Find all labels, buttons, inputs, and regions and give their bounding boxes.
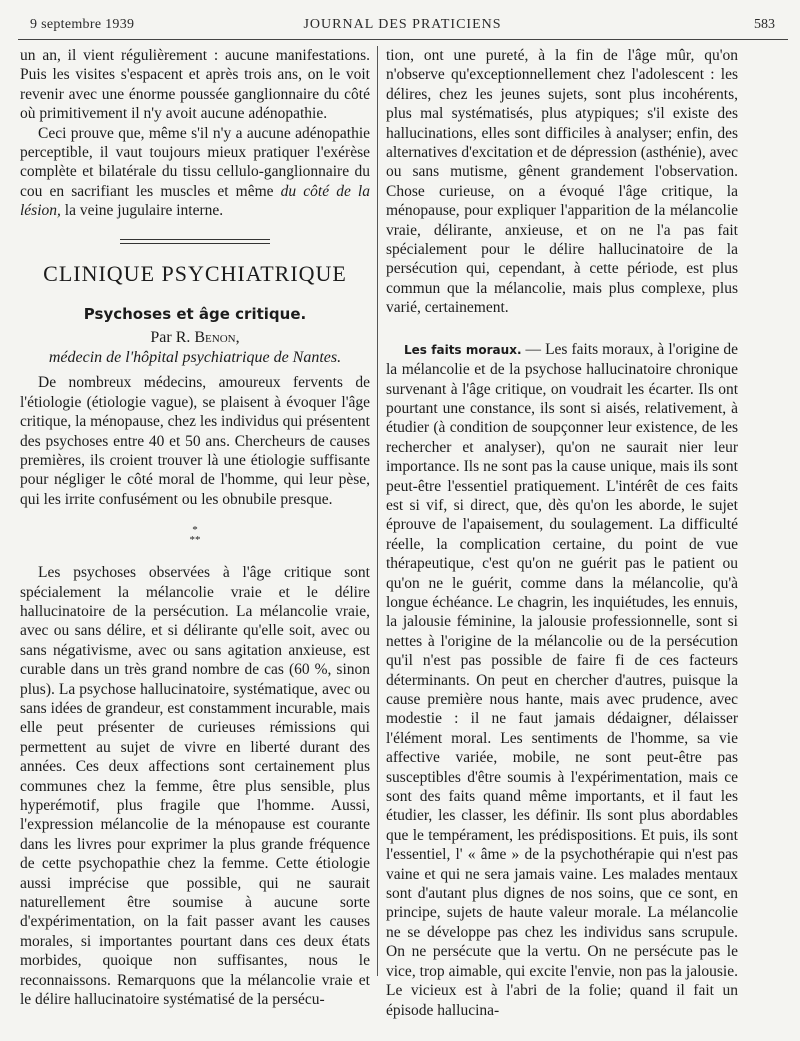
right-column (386, 46, 738, 1020)
author-line (20, 328, 370, 347)
journal-title: JOURNAL DES PRATICIENS (303, 17, 502, 32)
section-separator (120, 239, 270, 244)
author-name: Benon, (194, 329, 240, 347)
author-prefix: Par R. (150, 329, 195, 347)
author-affiliation: médecin de l'hôpital psychiatrique de Nantes. (48, 348, 342, 366)
asterism: * ** (189, 524, 201, 547)
paragraph (20, 124, 370, 221)
text-run: — Les faits moraux, à l'origine de la mélancolie et de la psychose hallucinatoire chronique survenant à l'âge critique, on voudrait les écarter. Ils ont pourtant une constance, ils sont si aisés, relativement, à étudier (à condition de soupçonner leur existence, de les rechercher et analyser), qu'on ne saurait nier leur importance. Ils ne sont pas la cause unique, mais ils sont peut-être l'essentiel pratiquement. L'intérêt de ces faits est si vif, si direct, que, dès qu'on les aborde, le sujet éprouve de l'apaisement, du soulagement. La difficulté réelle, la complication certaine, du point de vue thérapeutique, c'est qu'on ne guérit pas le patient ou qu'on ne le guérit, comme dans la mélancolie, qu'à longue échéance. Le chagrin, les inquiétudes, les ennuis, la jalousie féminine, la jalousie professionnelle, sont si nettes à l'origine de la mélancolie ou de la persécution qu'il n'est pas possible de faire fi de ces facteurs déterminants. On peut en chercher d'autres, puisque la cause première nous hante, mais avec prudence, avec modestie : il ne faut jamais dédaigner, délaisser l'élément moral. Les sentiments de l'homme, sa vie affective variée, mobile, ne sont peut-être pas susceptibles d'être soumis à l'expérimentation, mais ce sont des faits quand même importants, et il faut les étudier, les classer, les définir. Ils sont plus abordables que le tempérament, les prédispositions. Et puis, ils sont l'essentiel, l' « âme » de la psychothérapie qui n'est pas vaine et qui ne sera jamais vaine. Les malades mentaux sont d'autant plus dignes de nos soins, que ce sont, en principe, sujets de haute valeur morale. La mélancolie ne se développe pas chez les individus sans scrupule. On ne persécute que la vertu. On ne persécute pas le vice, trop aimable, qui excite l'envie, non pas la jalousie. Le vicieux est à l'abri de la folie; quand il fait un épisode hallucina- (386, 340, 738, 1019)
column-divider (377, 46, 378, 976)
text-run: la veine jugulaire interne. (60, 202, 224, 220)
text-run: Ceci prouve que, même s'il n'y a aucune adénopathie perceptible, il vaut toujours mieux pratiquer l'exérèse complète et bilatérale du tissu cellulo-ganglionnaire du cou en sacrifiant les muscles et même (20, 124, 370, 200)
left-column (20, 46, 370, 1009)
paragraph (386, 340, 738, 1020)
page-number: 583 (754, 17, 775, 32)
header-rule (18, 39, 788, 40)
run-in-heading: Les faits moraux. (404, 342, 522, 357)
section-title: CLINIQUE PSYCHIATRIQUE (43, 260, 347, 286)
running-header (30, 14, 775, 36)
issue-date: 9 septembre 1939 (30, 17, 135, 32)
italic-run: du côté de la lésion, (20, 182, 370, 220)
paragraph: un an, il vient régulièrement : aucune manifestations. Puis les visites s'espacent et après trois ans, on le voit revenir avec une énorme poussée ganglionnaire du côté où primitivement il n'y avoit aucune adénopathie. (20, 47, 370, 123)
article-title: Psychoses et âge critique. (83, 305, 307, 324)
paragraph: De nombreux médecins, amoureux fervents de l'étiologie (étiologie vague), se plaisent à évoquer l'âge critique, la ménopause, chez les individus qui présentent des psychoses entre 40 et 50 ans. Chercheurs de causes premières, ils croient trouver là une étiologie suffisante pour négliger le côté moral de l'homme, qui leur pèse, qui les irrite confusément ou les obnubile presque. (20, 374, 370, 508)
paragraph: tion, ont une pureté, à la fin de l'âge mûr, qu'on n'observe qu'exceptionnellement chez l'adolescent : les délires, chez les jeunes sujets, sont plus incohérents, plus mal systématisés, plus atypiques; s'il existe des hallucinations, elles sont difficiles à analyser; enfin, des alternatives d'excitation et de dépression (asthénie), avec ou sans mutisme, gênent grandement l'observation. Chose curieuse, on a évoqué l'âge critique, la ménopause, pour expliquer l'apparition de la mélancolie vraie, délirante, anxieuse, et on ne l'a pas fait spécialement pour le délire hallucinatoire de la persécution qui, cependant, à cette période, est plus commun que la mélancolie, mais plus complexe, plus varié, certainement. (386, 47, 738, 317)
paragraph: Les psychoses observées à l'âge critique sont spécialement la mélancolie vraie et le délire hallucinatoire de la persécution. La mélancolie vraie, avec ou sans délire, et si délirante qu'elle soit, avec ou sans négativisme, avec ou sans agitation anxieuse, est curable dans un très grand nombre de cas (60 %, sinon plus). La psychose hallucinatoire, systématique, avec ou sans idées de grandeur, est constamment incurable, mais elle peut présenter de curieuses rémissions qui permettent au sujet de vivre en liberté durant des années. Ces deux affections sont certainement plus communes chez la femme, être plus sensible, plus hyperémotif, plus fragile que l'homme. Aussi, l'expression mélancolie de la ménopause est courante dans les livres pour exprimer la plus grande fréquence de cette psychopathie chez la femme. Cette étiologie aussi imprécise que possible, qui ne saurait naturellement être soumise à aucune sorte d'expérimentation, on la fait passer avant les causes morales, si importantes pourtant dans ces deux états morbides, quoique non suffisantes, nous le reconnaissons. Remarquons que la mélancolie vraie et le délire hallucinatoire systématisé de la persécu- (20, 564, 370, 1009)
